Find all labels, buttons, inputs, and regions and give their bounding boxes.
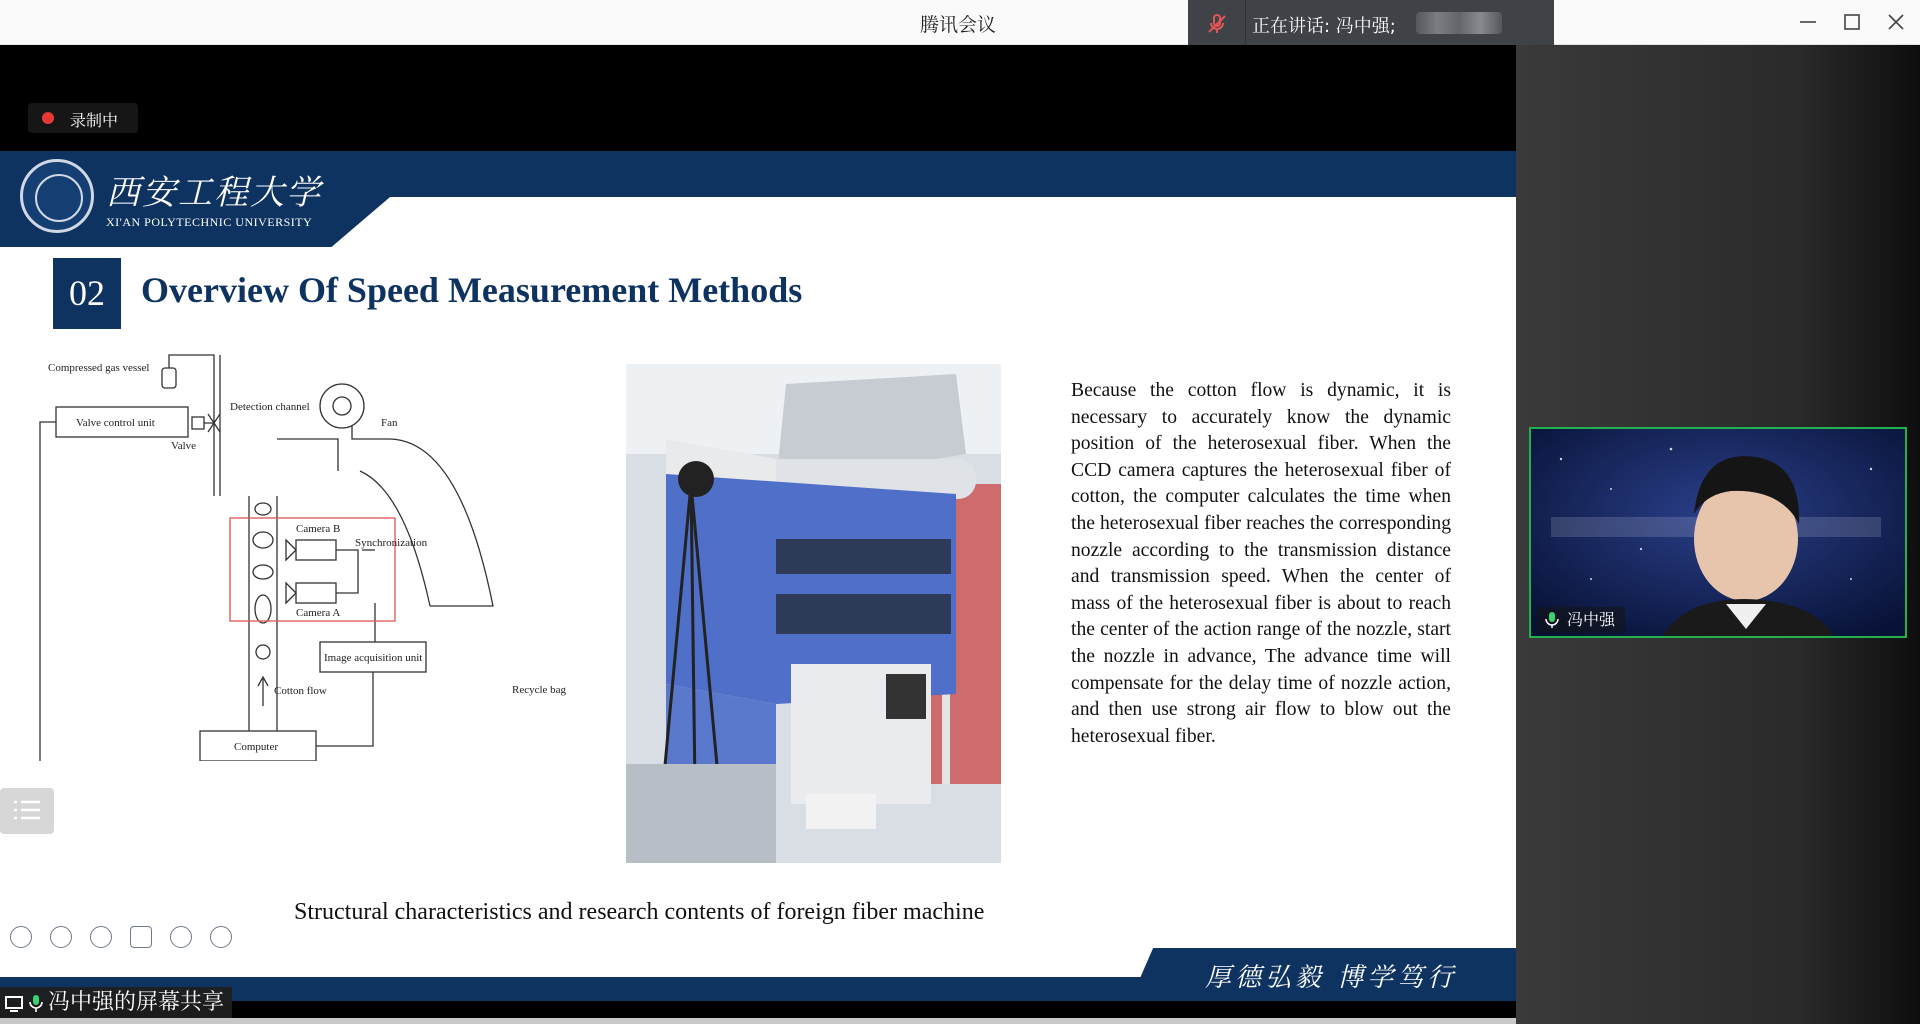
system-diagram (30, 321, 590, 761)
pages-icon[interactable] (130, 926, 152, 948)
recycle-duct (352, 425, 493, 606)
section-number: 02 (53, 258, 121, 329)
cotton-particle (255, 595, 271, 623)
cotton-particle (255, 503, 271, 515)
recording-dot-icon (42, 112, 54, 124)
label-recycle-bag: Recycle bag (512, 684, 567, 696)
toc-icon (0, 788, 54, 834)
screen-share-label (0, 987, 232, 1019)
participant-name: 冯中强 (1567, 610, 1616, 629)
label-camera-a: Camera A (296, 607, 341, 619)
camera-a-body (296, 583, 336, 603)
body-paragraph: Because the cotton flow is dynamic, it is necessary to accurately know the dynamic position of the heterosexual fiber. When the CCD camera captures the heterosexual fiber of cotton, the computer calculates the time when the heterosexual fiber reaches the corresponding nozzle according to the transmission distance and transmission speed. When the center of mass of the heterosexual fiber is about to reach the center of the action range of the nozzle, start the nozzle in advance, The advance time will compensate for the delay time of nozzle action, and then use strong air flow to blow out the heterosexual fiber. (1071, 380, 1451, 747)
label-image-acquisition: Image acquisition unit (324, 652, 423, 664)
university-motto: 厚德弘毅 博学笃行 (1205, 963, 1458, 993)
screen-share-icon (4, 993, 24, 1013)
recording-label: 录制中 (70, 111, 119, 130)
prev-icon[interactable] (10, 926, 32, 948)
camera-b-body (296, 540, 336, 560)
divider (1245, 0, 1246, 47)
camera-a-lens (286, 583, 296, 603)
label-detection-channel: Detection channel (230, 401, 310, 413)
valve-box (192, 417, 204, 429)
slide-title: Overview Of Speed Measurement Methods (141, 270, 803, 310)
shared-screen (0, 45, 1516, 1024)
maximize-icon[interactable] (1840, 10, 1864, 34)
channel-top (277, 439, 338, 471)
label-synchronization: Synchronization (355, 537, 428, 549)
valve-symbol (204, 414, 220, 432)
computer-acq-link (316, 672, 373, 746)
more-icon[interactable] (210, 926, 232, 948)
presentation-slide (0, 151, 1516, 1001)
app-title: 腾讯会议 (920, 14, 997, 36)
participant-name-tag (1537, 607, 1625, 633)
title-bar (0, 0, 1920, 45)
machine-photo (626, 364, 1001, 863)
label-valve-control: Valve control unit (76, 417, 155, 429)
fan-shape (320, 384, 364, 428)
cotton-particle (253, 565, 273, 579)
label-fan: Fan (381, 417, 398, 429)
fan-hub (333, 397, 351, 415)
slide-caption: Structural characteristics and research contents of foreign fiber machine (294, 899, 985, 925)
label-cotton-flow: Cotton flow (274, 685, 327, 697)
close-icon[interactable] (1884, 10, 1908, 34)
next-icon[interactable] (50, 926, 72, 948)
zoom-icon[interactable] (170, 926, 192, 948)
label-computer: Computer (234, 741, 278, 753)
bottom-strip (0, 1018, 1516, 1024)
speaking-indicator (1188, 0, 1554, 47)
mic-muted-icon (1206, 13, 1228, 35)
university-name-cn: 西安工程大学 (106, 173, 322, 213)
sync-line (336, 550, 358, 593)
label-valve: Valve (171, 440, 197, 452)
label-gas-vessel: Compressed gas vessel (48, 362, 150, 374)
participant-video-tile[interactable] (1529, 427, 1907, 638)
mic-icon (1545, 611, 1559, 629)
camera-b-lens (286, 540, 296, 560)
minimize-icon[interactable] (1796, 10, 1820, 34)
cotton-particle (253, 532, 273, 548)
cotton-flow-arrow (258, 677, 268, 706)
speaker-label: 正在讲话: 冯中强; (1252, 16, 1396, 37)
mic-icon (28, 993, 44, 1013)
blurred-region (1416, 12, 1502, 34)
university-logo (20, 159, 94, 233)
gas-vessel-shape (162, 368, 176, 388)
pen-icon[interactable] (90, 926, 112, 948)
label-camera-b: Camera B (296, 523, 341, 535)
cotton-particle (256, 645, 270, 659)
toc-button[interactable] (0, 788, 54, 834)
recording-badge (28, 103, 138, 133)
screen-share-owner: 冯中强的屏幕共享 (48, 990, 225, 1015)
university-name-en: XI'AN POLYTECHNIC UNIVERSITY (106, 215, 313, 229)
